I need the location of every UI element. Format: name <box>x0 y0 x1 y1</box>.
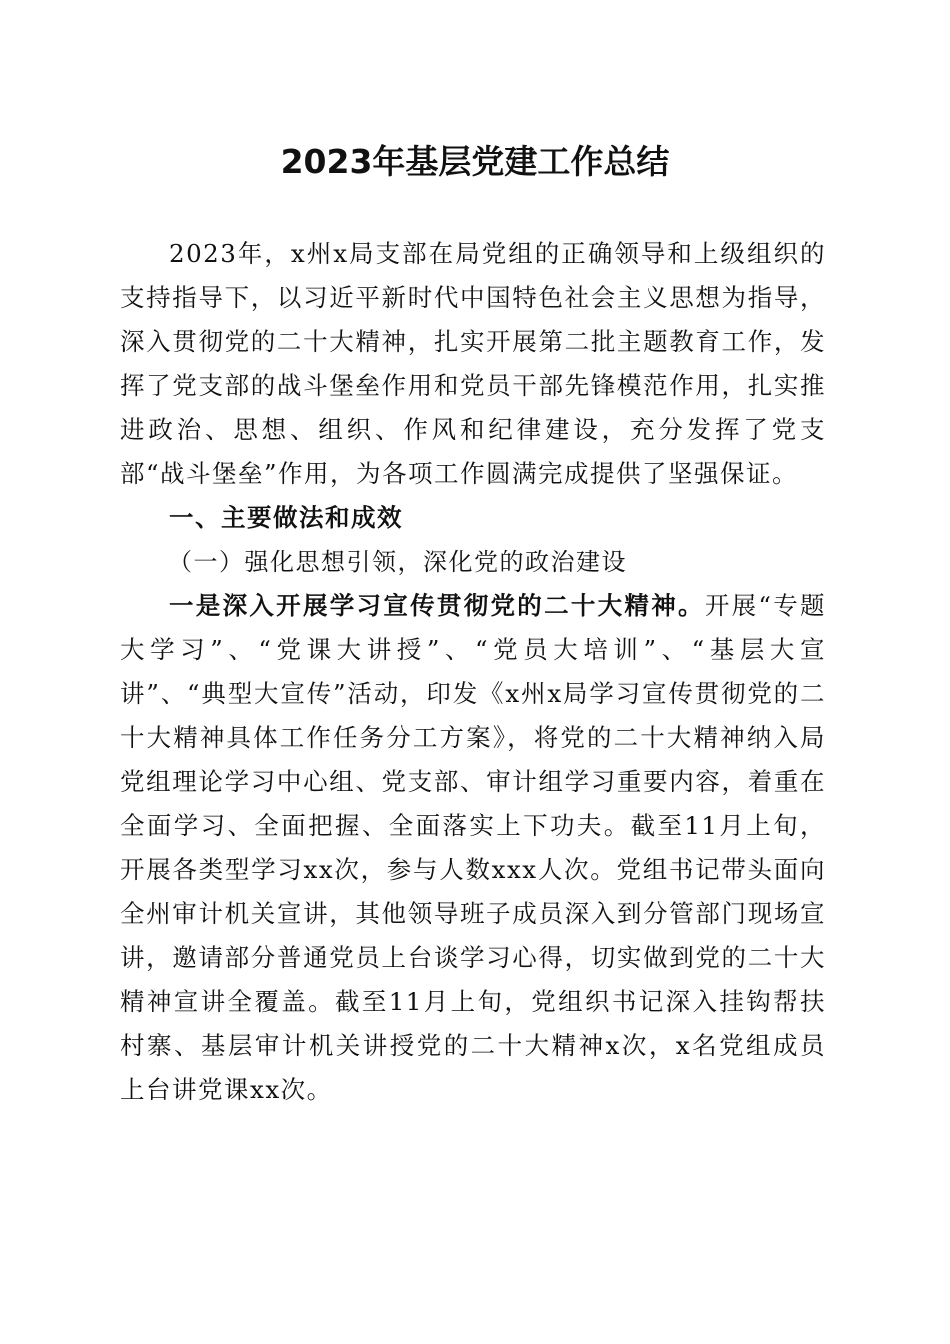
body-paragraph <box>120 584 826 1112</box>
document-title: 2023年基层党建工作总结 <box>280 142 670 181</box>
paragraph-lead: 一是深入开展学习宣传贯彻党的二十大精神。 <box>169 591 705 620</box>
document-body <box>120 232 826 1112</box>
paragraph-text: 开展“专题大学习”、“党课大讲授”、“党员大培训”、“基层大宣讲”、“典型大宣传”活动，印发《x州x局学习宣传贯彻党的二十大精神具体工作任务分工方案》，将党的二十大精神纳入局党组理论学习中心组、党支部、审计组学习重要内容，着重在全面学习、全面把握、全面落实上下功夫。截至11月上旬，开展各类型学习xx次，参与人数xxx人次。党组书记带头面向全州审计机关宣讲，其他领导班子成员深入到分管部门现场宣讲，邀请部分普通党员上台谈学习心得，切实做到党的二十大精神宣讲全覆盖。截至11月上旬，党组织书记深入挂钩帮扶村寨、基层审计机关讲授党的二十大精神x次，x名党组成员上台讲党课xx次。 <box>120 591 826 1104</box>
section-heading: 一、主要做法和成效 <box>169 503 403 532</box>
intro-paragraph: 2023年，x州x局支部在局党组的正确领导和上级组织的支持指导下，以习近平新时代中国特色社会主义思想为指导，深入贯彻党的二十大精神，扎实开展第二批主题教育工作，发挥了党支部的战斗堡垒作用和党员干部先锋模范作用，扎实推进政治、思想、组织、作风和纪律建设，充分发挥了党支部“战斗堡垒”作用，为各项工作圆满完成提供了坚强保证。 <box>120 239 826 488</box>
subsection-heading: （一）强化思想引领，深化党的政治建设 <box>168 548 627 576</box>
